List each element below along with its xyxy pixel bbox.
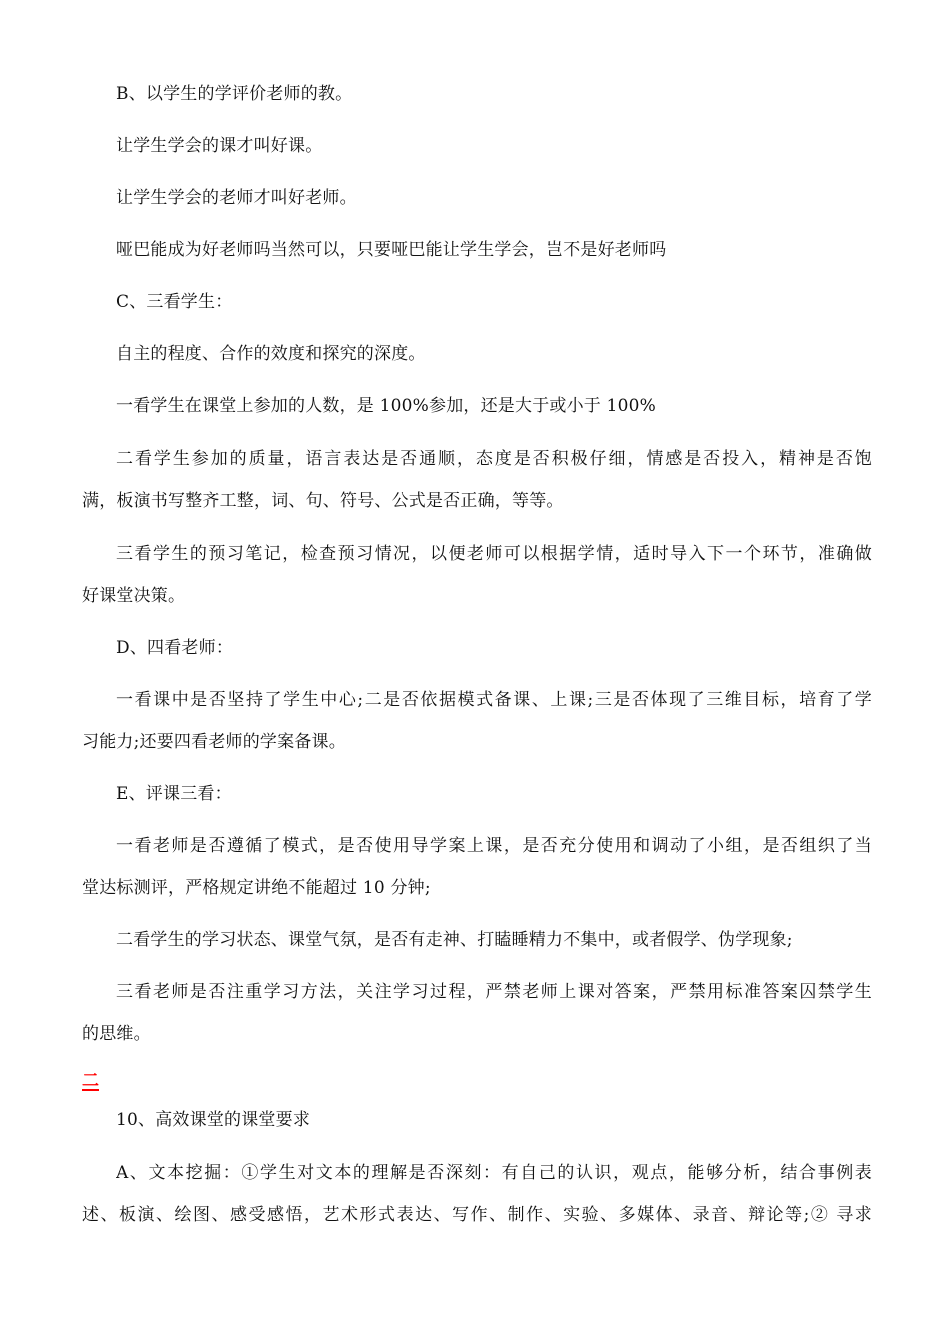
line-d-heading: D、四看老师： [116, 638, 234, 658]
line-teacher-check-1: 一看课中是否坚持了学生中心;二是否依据模式备课、上课;三是否体现了三维目标，培育了学 [116, 690, 872, 710]
line-mute-teacher: 哑巴能成为好老师吗当然可以，只要哑巴能让学生学会，岂不是好老师吗 [116, 240, 667, 260]
line-section-10-heading: 10、高效课堂的课堂要求 [116, 1110, 311, 1130]
line-autonomy: 自主的程度、合作的效度和探究的深度。 [116, 344, 426, 364]
line-good-lesson: 让学生学会的课才叫好课。 [116, 136, 323, 156]
line-first-look: 一看学生在课堂上参加的人数，是 100%参加，还是大于或小于 100% [116, 396, 657, 416]
line-b-heading: B、以学生的学评价老师的教。 [116, 84, 353, 104]
line-eval-first-2: 堂达标测评，严格规定讲绝不能超过 10 分钟; [82, 878, 431, 898]
line-eval-second: 二看学生的学习状态、课堂气氛，是否有走神、打瞌睡精力不集中，或者假学、伪学现象; [116, 930, 793, 950]
line-eval-third-2: 的思维。 [82, 1024, 151, 1044]
line-second-look-2: 满，板演书写整齐工整，词、句、符号、公式是否正确，等等。 [82, 491, 564, 511]
line-third-look-1: 三看学生的预习笔记，检查预习情况，以便老师可以根据学情，适时导入下一个环节，准确做 [116, 544, 872, 564]
line-third-look-2: 好课堂决策。 [82, 586, 186, 606]
line-c-heading: C、三看学生： [116, 292, 233, 312]
line-good-teacher: 让学生学会的老师才叫好老师。 [116, 188, 357, 208]
section-marker: 二 [82, 1071, 99, 1091]
line-eval-third-1: 三看老师是否注重学习方法，关注学习过程，严禁老师上课对答案，严禁用标准答案囚禁学生 [116, 982, 872, 1002]
line-teacher-check-2: 习能力;还要四看老师的学案备课。 [82, 732, 346, 752]
line-e-heading: E、评课三看： [116, 784, 232, 804]
line-second-look-1: 二看学生参加的质量，语言表达是否通顺，态度是否积极仔细，情感是否投入，精神是否饱 [116, 449, 872, 469]
line-text-mining-1: A、文本挖掘：①学生对文本的理解是否深刻：有自己的认识，观点，能够分析，结合事例表 [116, 1163, 872, 1183]
line-text-mining-2: 述、板演、绘图、感受感悟，艺术形式表达、写作、制作、实验、多媒体、录音、辩论等;② 寻求 [82, 1205, 872, 1225]
line-eval-first-1: 一看老师是否遵循了模式，是否使用导学案上课，是否充分使用和调动了小组，是否组织了当 [116, 836, 872, 856]
